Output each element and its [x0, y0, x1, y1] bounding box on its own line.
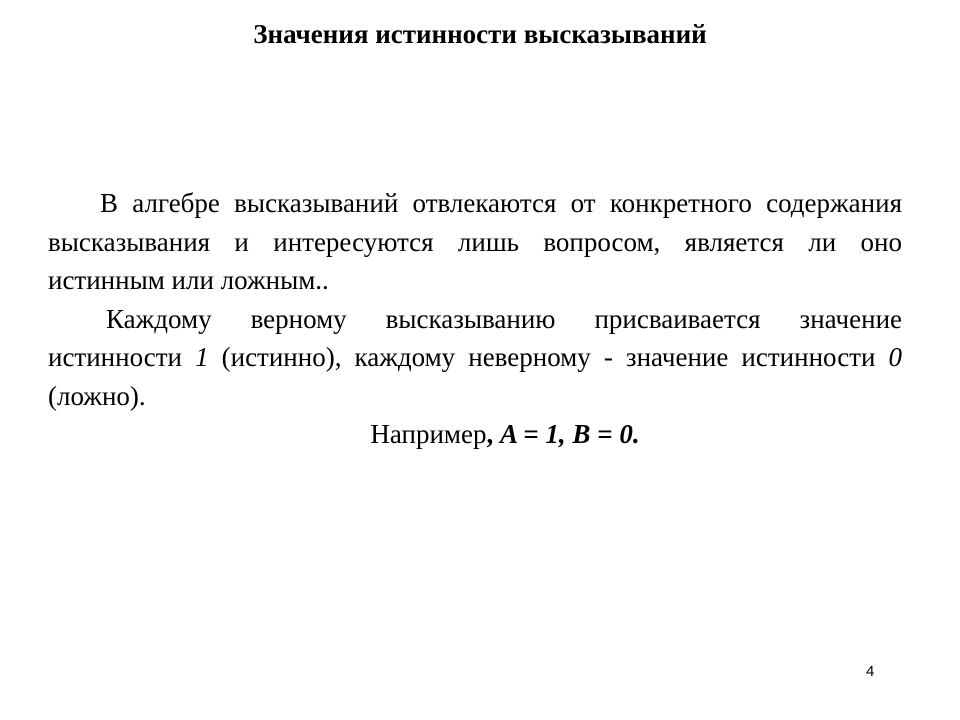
paragraph-truth-values: [48, 300, 902, 416]
slide-body: [48, 184, 902, 454]
paragraph-abstraction: В алгебре высказываний отвлекаются от конкретного содержания высказывания и интересуются лишь вопросом, является ли оно истинным или ложным..: [48, 188, 902, 295]
example-comma: ,: [486, 419, 501, 449]
example-lead: Например: [370, 419, 487, 449]
slide-title: Значения истинности высказываний: [253, 19, 707, 49]
truth-values-text-2: (истинно), каждому неверному - значение истинности: [208, 342, 889, 372]
example-formula: A = 1, B = 0.: [500, 419, 640, 449]
page-number: 4: [866, 663, 875, 680]
truth-values-text-1: Каждому верному высказыванию присваивается значение истинности: [48, 303, 902, 372]
false-value: 0: [888, 342, 902, 372]
truth-values-text-3: (ложно).: [48, 380, 146, 411]
true-value: 1: [195, 342, 209, 372]
example-line: [48, 415, 902, 454]
